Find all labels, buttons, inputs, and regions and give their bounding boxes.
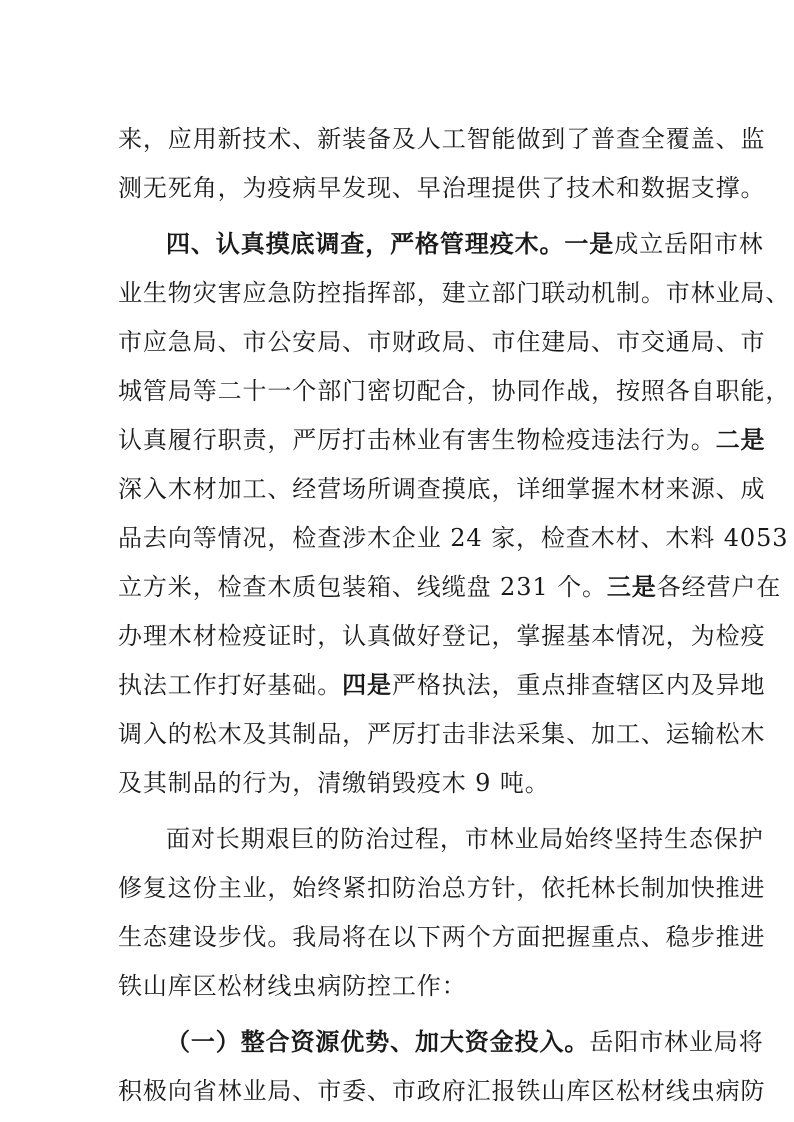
text-line bbox=[118, 615, 766, 657]
text-segment: 深入木材加工、经营场所调查摸底，详细掌握木材来源、成 bbox=[118, 475, 766, 503]
text-segment: 业生物灾害应急防控指挥部，建立部门联动机制。市林业局、 bbox=[118, 279, 791, 307]
bold-text-segment: 四是 bbox=[342, 670, 392, 699]
text-segment: 各经营户在 bbox=[656, 573, 782, 601]
text-line bbox=[118, 272, 791, 314]
text-line bbox=[166, 818, 764, 860]
bold-text-segment: 四、认真摸底调查，严格管理疫木。 bbox=[166, 229, 565, 258]
text-line bbox=[118, 321, 766, 363]
text-segment: 生态建设步伐。我局将在以下两个方面把握重点、稳步推进 bbox=[118, 923, 766, 951]
text-line bbox=[118, 762, 684, 804]
text-segment: 调入的松木及其制品，严厉打击非法采集、加工、运输松木 bbox=[118, 720, 766, 748]
bold-text-segment: 一是 bbox=[564, 229, 615, 258]
text-segment: 成立岳阳市林 bbox=[614, 230, 764, 258]
text-segment: 品去向等情况，检查涉木企业 24 家，检查木材、木料 4053 bbox=[118, 524, 789, 552]
text-segment: 办理木材检疫证时，认真做好登记，掌握基本情况，为检疫 bbox=[118, 622, 766, 650]
text-segment: 认真履行职责，严厉打击林业有害生物检疫违法行为。 bbox=[118, 426, 716, 454]
bold-text-segment: 三是 bbox=[606, 572, 657, 601]
text-line bbox=[118, 867, 766, 909]
text-line bbox=[118, 965, 684, 1007]
text-segment: 严格执法，重点排查辖区内及异地 bbox=[391, 671, 766, 699]
text-segment: 及其制品的行为，清缴销毁疫木 9 吨。 bbox=[118, 769, 550, 797]
text-line bbox=[118, 664, 766, 706]
text-segment: 修复这份主业，始终紧扣防治总方针，依托林长制加快推进 bbox=[118, 874, 766, 902]
text-line bbox=[118, 566, 782, 608]
text-segment: 测无死角，为疫病早发现、早治理提供了技术和数据支撑。 bbox=[118, 174, 766, 202]
text-line bbox=[118, 370, 791, 412]
text-segment: 市应急局、市公安局、市财政局、市住建局、市交通局、市 bbox=[118, 328, 766, 356]
text-line bbox=[118, 419, 766, 461]
text-line bbox=[118, 468, 766, 510]
text-segment: 执法工作打好基础。 bbox=[118, 671, 343, 699]
text-segment: 立方米，检查木质包装箱、线缆盘 231 个。 bbox=[118, 573, 607, 601]
text-segment: 来，应用新技术、新装备及人工智能做到了普查全覆盖、监 bbox=[118, 125, 766, 153]
text-line bbox=[118, 118, 766, 160]
text-line bbox=[166, 223, 764, 265]
text-line bbox=[118, 167, 766, 209]
text-segment: 面对长期艰巨的防治过程，市林业局始终坚持生态保护 bbox=[166, 825, 764, 853]
text-line bbox=[118, 517, 789, 559]
bold-text-segment: （一）整合资源优势、加大资金投入。 bbox=[166, 1027, 590, 1056]
text-line bbox=[166, 1021, 764, 1063]
text-line: 积极向省林业局、市委、市政府汇报铁山库区松材线虫病防 bbox=[118, 1077, 766, 1105]
text-segment: 城管局等二十一个部门密切配合，协同作战，按照各自职能， bbox=[118, 377, 791, 405]
text-line bbox=[118, 713, 766, 755]
bold-text-segment: 二是 bbox=[715, 425, 766, 454]
text-segment: 铁山库区松材线虫病防控工作： bbox=[118, 972, 467, 1000]
text-line bbox=[118, 916, 766, 958]
text-segment: 岳阳市林业局将 bbox=[589, 1028, 764, 1056]
